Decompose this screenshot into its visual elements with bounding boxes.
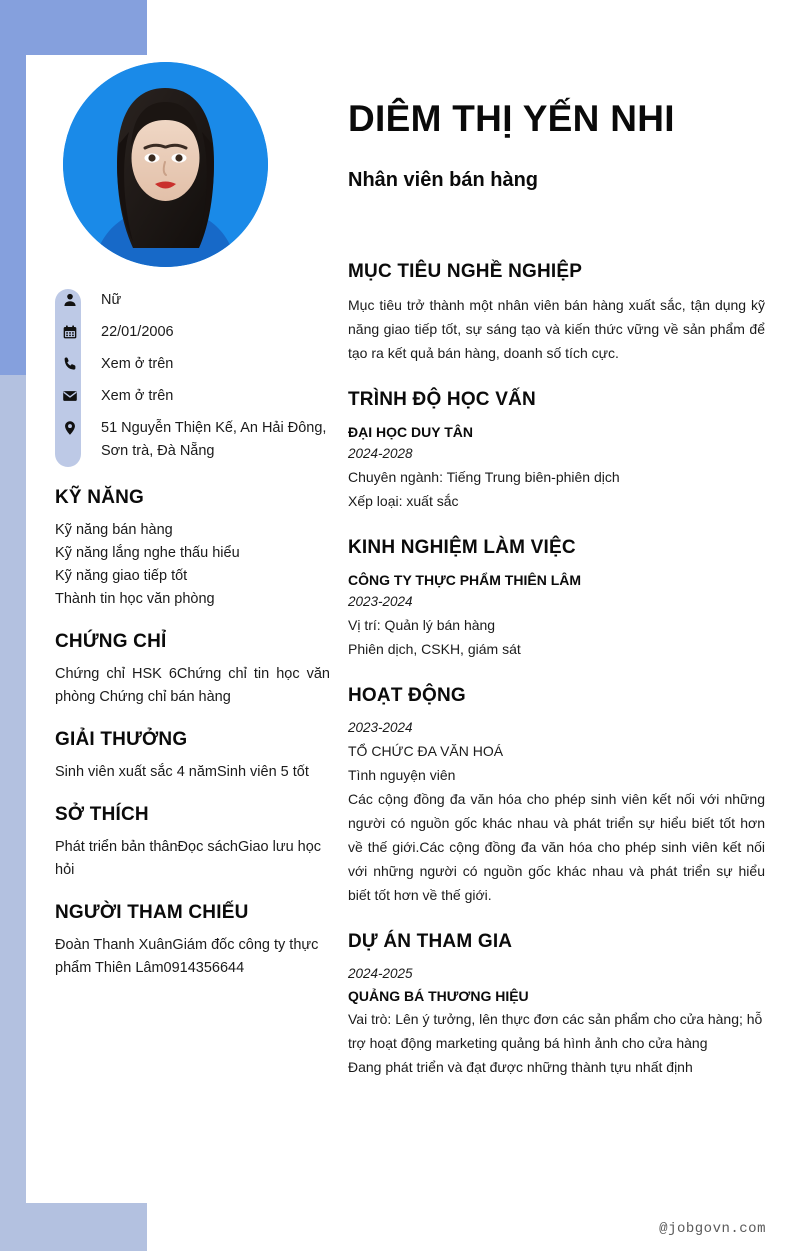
- contact-value-phone: Xem ở trên: [101, 356, 174, 372]
- section-title-objective: MỤC TIÊU NGHỀ NGHIỆP: [348, 261, 583, 282]
- section-title-projects: DỰ ÁN THAM GIA: [348, 931, 513, 952]
- education-school: ĐẠI HỌC DUY TÂN: [348, 424, 473, 440]
- experience-position: Vị trí: Quản lý bán hàng: [348, 617, 496, 633]
- contact-value-gender: Nữ: [101, 292, 122, 308]
- awards-text: Sinh viên xuất sắc 4 nămSinh viên 5 tốt: [55, 764, 309, 780]
- skill-item: Kỹ năng giao tiếp tốt: [55, 568, 188, 584]
- avatar: [63, 62, 268, 267]
- contact-value-email: Xem ở trên: [101, 388, 174, 404]
- left-column: [0, 62, 330, 980]
- skill-item: Kỹ năng bán hàng: [55, 522, 173, 538]
- experience-duties: Phiên dịch, CSKH, giám sát: [348, 641, 521, 657]
- section-title-skills: KỸ NĂNG: [55, 487, 145, 508]
- contact-rail: [55, 289, 81, 467]
- activities-role: Tình nguyện viên: [348, 767, 456, 783]
- phone-icon: [61, 355, 79, 373]
- experience-company: CÔNG TY THỰC PHẨM THIÊN LÂM: [348, 572, 582, 588]
- section-title-education: TRÌNH ĐỘ HỌC VẤN: [348, 389, 536, 410]
- activities-description: Các cộng đồng đa văn hóa cho phép sinh viên kết nối với những người có nguồn gốc khác nhau và phát triển sự hiểu biết tốt hơn về thế giới.Các cộng đồng đa văn hóa cho phép sinh viên kết nối với những người có nguồn gốc khác nhau và phát triển sự hiểu biết tốt hơn về thế giới.: [348, 791, 765, 903]
- job-title: Nhân viên bán hàng: [348, 169, 539, 191]
- contact-item-phone: [101, 353, 330, 384]
- education-period: 2024-2028: [348, 446, 413, 461]
- section-title-interests: SỞ THÍCH: [55, 804, 149, 825]
- contact-block: [55, 289, 330, 467]
- activities-period: 2023-2024: [348, 720, 413, 735]
- watermark: @jobgovn.com: [659, 1221, 766, 1237]
- contact-item-gender: [101, 289, 330, 320]
- location-icon: [61, 419, 79, 437]
- certificates-text: Chứng chỉ HSK 6Chứng chỉ tin học văn phòng Chứng chỉ bán hàng: [55, 666, 330, 705]
- projects-title: QUẢNG BÁ THƯƠNG HIỆU: [348, 988, 529, 1004]
- portrait-photo-icon: [63, 62, 268, 267]
- calendar-icon: [61, 323, 79, 341]
- email-icon: [61, 387, 79, 405]
- contact-item-birthday: [101, 321, 330, 352]
- skill-item: Thành tin học văn phòng: [55, 591, 215, 607]
- contact-item-email: [101, 385, 330, 416]
- decor-bottom-bar: [0, 1203, 147, 1251]
- contact-item-address: [101, 417, 330, 463]
- education-major: Chuyên ngành: Tiếng Trung biên-phiên dịch: [348, 469, 620, 485]
- skill-item: Kỹ năng lắng nghe thấu hiểu: [55, 545, 240, 561]
- projects-period: 2024-2025: [348, 966, 413, 981]
- person-icon: [61, 291, 79, 309]
- contact-value-address: 51 Nguyễn Thiện Kế, An Hải Đông, Sơn trà, Đà Nẵng: [101, 420, 327, 459]
- experience-period: 2023-2024: [348, 594, 413, 609]
- projects-role: Vai trò: Lên ý tưởng, lên thực đơn các sản phẩm cho cửa hàng; hỗ trợ hoạt động marketing quảng bá hình ảnh cho cửa hàng: [348, 1011, 763, 1051]
- projects-status: Đang phát triển và đạt được những thành tựu nhất định: [348, 1059, 693, 1075]
- section-title-activities: HOẠT ĐỘNG: [348, 685, 466, 706]
- contact-value-birthday: 22/01/2006: [101, 324, 174, 340]
- interests-text: Phát triển bản thânĐọc sáchGiao lưu học hỏi: [55, 839, 322, 878]
- page-title: DIÊM THỊ YẾN NHI: [348, 98, 675, 139]
- references-text: Đoàn Thanh XuânGiám đốc công ty thực phẩm Thiên Lâm0914356644: [55, 937, 319, 976]
- section-title-awards: GIẢI THƯỞNG: [55, 729, 188, 750]
- right-column: [330, 62, 790, 1079]
- section-title-certificates: CHỨNG CHỈ: [55, 631, 167, 652]
- education-grade: Xếp loại: xuất sắc: [348, 493, 459, 509]
- activities-org: TỔ CHỨC ĐA VĂN HOÁ: [348, 743, 504, 759]
- section-title-references: NGƯỜI THAM CHIẾU: [55, 902, 249, 923]
- objective-text: Mục tiêu trở thành một nhân viên bán hàng xuất sắc, tận dụng kỹ năng giao tiếp tốt, sự sáng tạo và kiến thức vững về sản phẩm để tạo ra kết quả bán hàng, doanh số tích cực.: [348, 297, 765, 361]
- section-title-experience: KINH NGHIỆM LÀM VIỆC: [348, 537, 576, 558]
